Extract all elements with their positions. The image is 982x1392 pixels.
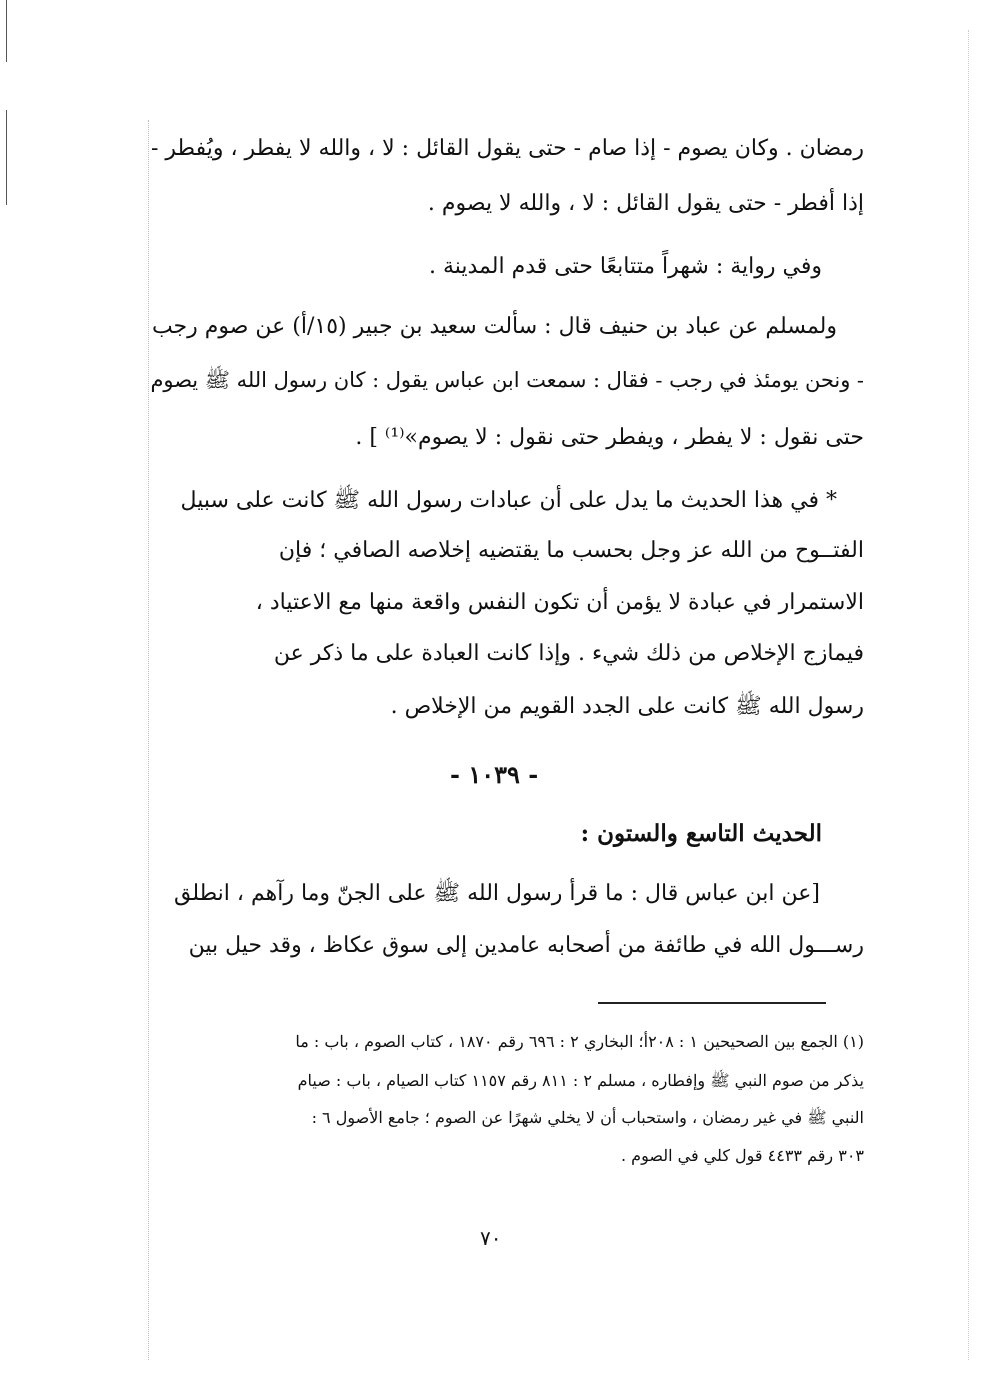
body-line: رمضان . وكان يصوم - إذا صام - حتى يقول القائل : لا ، والله لا يفطر ، ويُفطر - bbox=[150, 136, 864, 161]
commentary-line: رسول الله ﷺ كانت على الجدد القويم من الإخلاص . bbox=[390, 694, 864, 719]
hadith-line: رســـول الله في طائفة من أصحابه عامدين إلى سوق عكاظ ، وقد حيل بين bbox=[188, 933, 864, 958]
commentary-line: الفتــوح من الله عز وجل بحسب ما يقتضيه إخلاصه الصافي ؛ فإن bbox=[278, 538, 864, 563]
section-heading: الحديث التاسع والستون : bbox=[580, 820, 822, 847]
scan-dotted-line bbox=[148, 120, 149, 1360]
footnote-line: يذكر من صوم النبي ﷺ وإفطاره ، مسلم ٢ : ٨١١ رقم ١١٥٧ كتاب الصيام ، باب : صيام bbox=[297, 1071, 864, 1090]
scan-edge-mark bbox=[6, 0, 7, 62]
scan-edge-mark bbox=[6, 110, 7, 205]
body-line: - ونحن يومئذ في رجب - فقال : سمعت ابن عباس يقول : كان رسول الله ﷺ يصوم bbox=[150, 368, 864, 392]
body-line: إذا أفطر - حتى يقول القائل : لا ، والله لا يصوم . bbox=[427, 191, 864, 216]
body-line: حتى نقول : لا يفطر ، ويفطر حتى نقول : لا يصوم»⁽¹⁾ ] . bbox=[355, 425, 864, 450]
hadith-line: [عن ابن عباس قال : ما قرأ رسول الله ﷺ على الجنّ وما رآهم ، انطلق bbox=[173, 881, 820, 906]
footnote-line: النبي ﷺ في غير رمضان ، واستحباب أن لا يخلي شهرًا عن الصوم ؛ جامع الأصول ٦ : bbox=[311, 1108, 864, 1127]
body-line: وفي رواية : شهراً متتابعًا حتى قدم المدينة . bbox=[428, 254, 822, 279]
commentary-line: * في هذا الحديث ما يدل على أن عبادات رسول الله ﷺ كانت على سبيل bbox=[180, 488, 837, 513]
footnote-separator bbox=[598, 1002, 826, 1004]
scan-dotted-line bbox=[968, 30, 969, 1360]
page-number: ٧٠ bbox=[480, 1226, 502, 1250]
footnote-line: ٣٠٣ رقم ٤٤٣٣ قول كلي في الصوم . bbox=[620, 1146, 864, 1165]
footnote-line: (١) الجمع بين الصحيحين ١ : ٢٠٨أ؛ البخاري ٢ : ٦٩٦ رقم ١٨٧٠ ، كتاب الصوم ، باب : ما bbox=[295, 1032, 864, 1051]
commentary-line: الاستمرار في عبادة لا يؤمن أن تكون النفس واقعة منها مع الاعتياد ، bbox=[255, 590, 864, 615]
commentary-line: فيمازج الإخلاص من ذلك شيء . وإذا كانت العبادة على ما ذكر عن bbox=[273, 641, 864, 666]
body-line: ولمسلم عن عباد بن حنيف قال : سألت سعيد بن جبير (١٥/أ) عن صوم رجب bbox=[151, 314, 837, 339]
hadith-number: - ١٠٣٩ - bbox=[450, 760, 539, 789]
